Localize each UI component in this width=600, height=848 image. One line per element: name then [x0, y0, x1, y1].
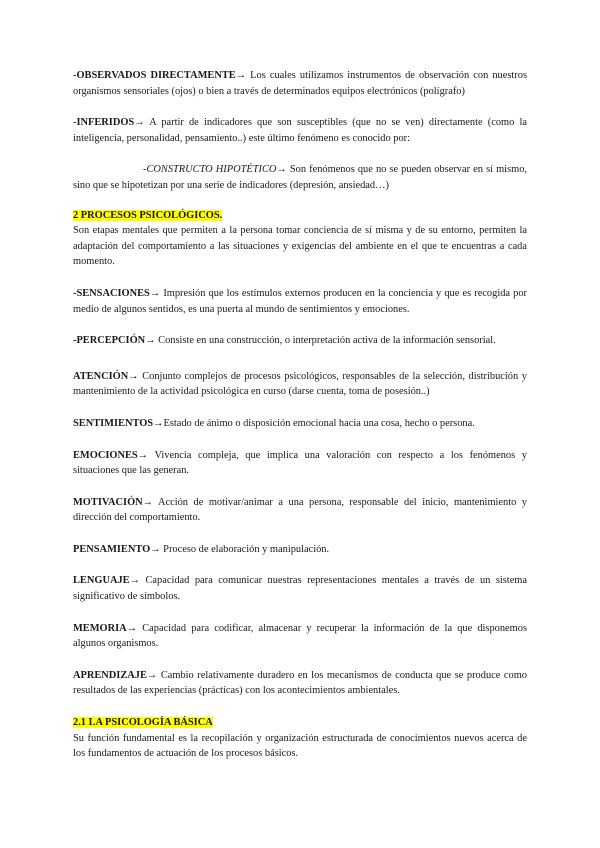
text-emociones: Vivencia compleja, que implica una valoración con respecto a los fenómenos y situaciones que las generan.: [73, 449, 527, 477]
text-sentimientos: Estado de ánimo o disposición emocional hacia una cosa, hecho o persona.: [163, 417, 475, 429]
arrow-pensamiento: →: [150, 543, 161, 555]
text-inferidos: A partir de indicadores que son susceptibles (que no se ven) directamente (como la inteligencia, personalidad, pensamiento..) este último fenómeno es conocido por:: [73, 117, 527, 144]
process-percepcion: [73, 333, 527, 349]
process-motivacion: [73, 495, 527, 526]
arrow-inferidos: →: [134, 117, 145, 129]
text-memoria: Capacidad para codificar, almacenar y recuperar la información de la que disponemos algunos organismos.: [73, 622, 527, 650]
arrow-sensaciones: →: [149, 287, 161, 299]
item-constructo: [73, 162, 527, 193]
arrow-observados: →: [235, 70, 247, 81]
arrow-emociones: →: [137, 449, 149, 461]
term-memoria: MEMORIA: [73, 622, 127, 634]
section-21-text: Su función fundamental es la recopilación y organización estructurada de conocimientos nuevos acerca de los fundamentos de actuación de los procesos básicos.: [73, 732, 527, 760]
text-sensaciones: Impresión que los estímulos externos producen en la conciencia y que es recogida por medio de algunos sentidos, es una puerta al mundo de sentimientos y emociones.: [73, 287, 527, 315]
term-constructo: -CONSTRUCTO HIPOTÉTICO: [143, 164, 277, 176]
text-percepcion: Consiste en una construcción, o interpretación activa de la información sensorial.: [155, 335, 496, 347]
term-atencion: ATENCIÓN: [73, 370, 129, 382]
arrow-memoria: →: [126, 622, 138, 634]
process-aprendizaje: [73, 668, 527, 699]
section-2-intro: Son etapas mentales que permiten a la persona tomar conciencia de sí misma y de su entorno, permiten la adaptación del comportamiento a las situaciones y exigencias del ambiente en el que te encuentras a cada momento.: [73, 225, 527, 268]
item-observados: [73, 68, 527, 99]
process-atencion: [73, 369, 527, 400]
process-pensamiento: [73, 542, 527, 558]
text-observados: Los cuales utilizamos instrumentos de observación con nuestros organismos sensoriales (ojos) o bien a través de determinados equipos electrónicos (polígrafo): [73, 70, 527, 97]
arrow-sentimientos: →: [153, 417, 164, 429]
arrow-motivacion: →: [142, 496, 154, 508]
arrow-lenguaje: →: [129, 575, 140, 587]
text-motivacion: Acción de motivar/animar a una persona, responsable del inicio, mantenimiento y dirección del comportamiento.: [73, 496, 527, 524]
term-sensaciones: -SENSACIONES: [73, 287, 150, 299]
arrow-aprendizaje: →: [146, 669, 158, 681]
text-lenguaje: Capacidad para comunicar nuestras representaciones mentales a través de un sistema significativo de símbolos.: [73, 575, 527, 603]
text-aprendizaje: Cambio relativamente duradero en los mecanismos de conducta que se produce como resultados de las experiencias (prácticas) con los acontecimientos ambientales.: [73, 669, 527, 697]
term-motivacion: MOTIVACIÓN: [73, 496, 143, 508]
process-memoria: [73, 621, 527, 652]
term-lenguaje: LENGUAJE: [73, 575, 130, 587]
process-lenguaje: [73, 573, 527, 604]
term-emociones: EMOCIONES: [73, 449, 138, 461]
arrow-percepcion: →: [145, 335, 156, 347]
process-sentimientos: [73, 416, 527, 432]
item-inferidos: [73, 115, 527, 146]
text-pensamiento: Proceso de elaboración y manipulación.: [160, 543, 330, 555]
text-atencion: Conjunto complejos de procesos psicológicos, responsables de la selección, distribución y mantenimiento de la actividad psicológica en curso (darse cuenta, toma de posesión..): [73, 370, 527, 398]
term-sentimientos: SENTIMIENTOS: [73, 417, 154, 429]
term-aprendizaje: APRENDIZAJE: [73, 669, 147, 681]
term-pensamiento: PENSAMIENTO: [73, 543, 151, 555]
text-constructo: Son fenómenos que no se pueden observar en sí mismo, sino que se hipotetizan por una serie de indicadores (depresión, ansiedad…): [73, 164, 527, 191]
section-2-heading-text: 2 PROCESOS PSICOLÓGICOS.: [73, 209, 223, 221]
term-percepcion: -PERCEPCIÓN: [73, 335, 146, 347]
section-2-heading: [73, 208, 527, 224]
arrow-constructo: →: [276, 164, 287, 176]
term-observados: -OBSERVADOS DIRECTAMENTE: [73, 70, 236, 81]
section-21-heading: [73, 715, 527, 731]
process-sensaciones: [73, 286, 527, 317]
section-21-heading-text: 2.1 LA PSICOLOGÍA BÁSICA: [73, 717, 213, 729]
arrow-atencion: →: [128, 370, 139, 382]
process-emociones: [73, 448, 527, 479]
term-inferidos: -INFERIDOS: [73, 117, 135, 129]
